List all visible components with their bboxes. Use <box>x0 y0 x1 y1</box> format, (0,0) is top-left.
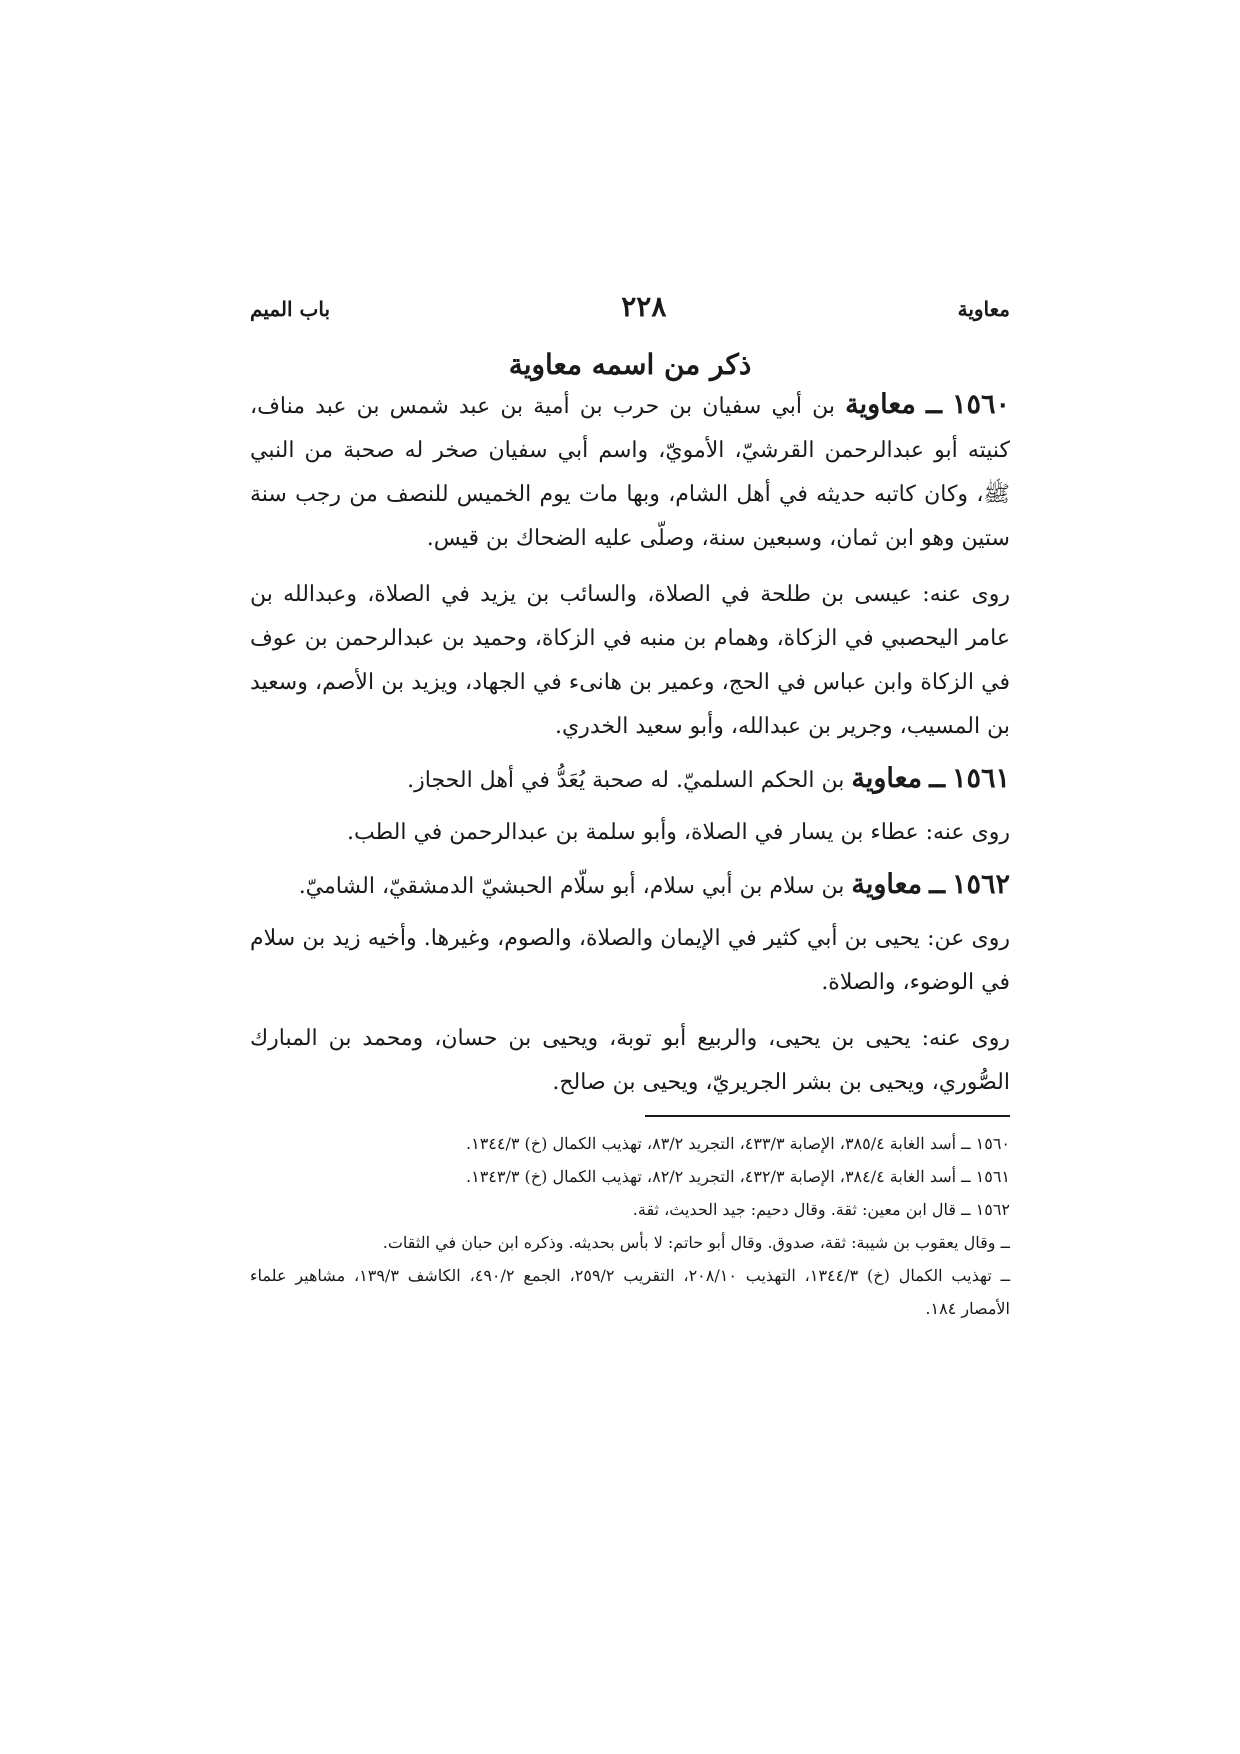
entry-number: ١٥٦١ <box>951 763 1010 794</box>
footnote-1561: ١٥٦١ ــ أسد الغابة ٣٨٤/٤، الإصابة ٤٣٢/٣، التجريد ٨٢/٢، تهذيب الكمال (خ) ١٣٤٣/٣. <box>466 1167 1010 1186</box>
entry-1560-bio <box>250 383 1010 561</box>
running-header <box>250 290 1010 330</box>
page-number: ٢٢٨ <box>621 290 667 323</box>
entry-1561-bio <box>250 757 1010 803</box>
entry-text: بن سلام بن أبي سلام، أبو سلّام الحبشيّ الدمشقيّ، الشاميّ. <box>298 874 845 899</box>
entry-name: معاوية <box>851 763 923 794</box>
footnote-divider <box>645 1115 1010 1117</box>
entry-number: ١٥٦٢ <box>951 869 1010 900</box>
entry-name: معاوية <box>851 869 923 900</box>
footnote-1562-continued: ــ وقال يعقوب بن شيبة: ثقة، صدوق. وقال أبو حاتم: لا بأس بحديثه. وذكره ابن حبان في الثقات. <box>382 1233 1010 1252</box>
entry-1562-narrated-from: روى عن: يحيى بن أبي كثير في الإيمان والصلاة، والصوم، وغيرها. وأخيه زيد بن سلام في الوضوء، والصلاة. <box>250 926 1010 995</box>
entry-1560 <box>250 383 1010 749</box>
entry-1561-narrators: روى عنه: عطاء بن يسار في الصلاة، وأبو سلمة بن عبدالرحمن في الطب. <box>347 820 1010 845</box>
entry-text: بن أبي سفيان بن حرب بن أمية بن عبد شمس بن عبد مناف، كنيته أبو عبدالرحمن القرشيّ، الأمويّ، واسم أبي سفيان صخر له صحبة من النبي ﷺ، وكان كاتبه حديثه في أهل الشام، وبها مات يوم الخميس للنصف من رجب سنة ستين وهو ابن ثمان، وسبعين سنة، وصلّى عليه الضحاك بن قيس. <box>250 394 1010 551</box>
entry-1562-narrators: روى عنه: يحيى بن يحيى، والربيع أبو توبة، ويحيى بن حسان، ومحمد بن المبارك الصُّوري، ويحيى بن بشر الجريريّ، ويحيى بن صالح. <box>250 1026 1010 1095</box>
footnote-1562-sources: ــ تهذيب الكمال (خ) ١٣٤٤/٣، التهذيب ٢٠٨/١٠، التقريب ٢٥٩/٢، الجمع ٤٩٠/٢، الكاشف ١٣٩/٣، مشاهير علماء الأمصار ١٨٤. <box>250 1266 1011 1318</box>
entry-dash: ــ <box>929 869 945 900</box>
entry-1560-narrators: روى عنه: عيسى بن طلحة في الصلاة، والسائب بن يزيد في الصلاة، وعبدالله بن عامر اليحصبي في الزكاة، وهمام بن منبه في الزكاة، وحميد بن عبدالرحمن بن عوف في الزكاة وابن عباس في الحج، وعمير بن هانىء في الجهاد، ويزيد بن الأصم، وسعيد بن المسيب، وجرير بن عبدالله، وأبو سعيد الخدري. <box>250 582 1010 739</box>
entry-text: بن الحكم السلميّ. له صحبة يُعَدُّ في أهل الحجاز. <box>407 768 845 793</box>
footnote-1562: ١٥٦٢ ــ قال ابن معين: ثقة. وقال دحيم: جيد الحديث، ثقة. <box>632 1200 1010 1219</box>
entry-number: ١٥٦٠ <box>951 389 1010 420</box>
footnote-1560: ١٥٦٠ ــ أسد الغابة ٣٨٥/٤، الإصابة ٤٣٣/٣، التجريد ٨٣/٢، تهذيب الكمال (خ) ١٣٤٤/٣. <box>466 1134 1010 1153</box>
footnotes <box>250 1127 1010 1325</box>
entry-dash: ــ <box>926 389 942 420</box>
header-chapter: باب الميم <box>250 297 331 321</box>
section-title: ذكر من اسمه معاوية <box>508 348 752 381</box>
entry-1561 <box>250 757 1010 855</box>
entry-name: معاوية <box>845 389 916 420</box>
entry-1562 <box>250 863 1010 1105</box>
entry-dash: ــ <box>929 763 945 794</box>
book-page <box>250 290 1010 1325</box>
header-entry-name: معاوية <box>957 297 1010 321</box>
entry-1562-bio <box>250 863 1010 909</box>
